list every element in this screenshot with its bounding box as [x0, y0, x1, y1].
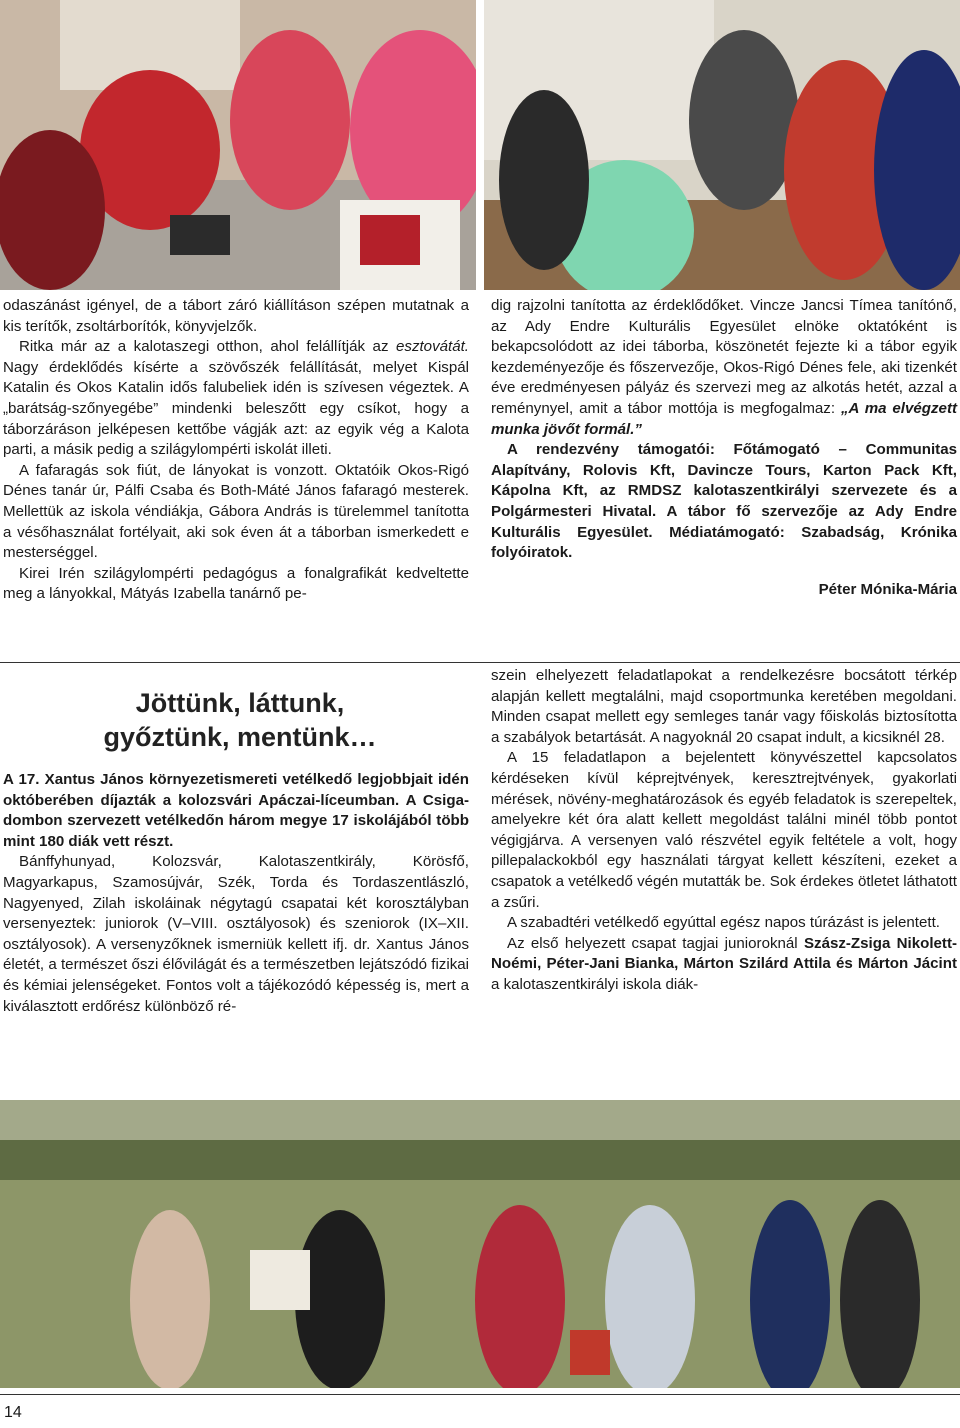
boys-woodcarving-photo: [484, 0, 960, 290]
article-right-paragraph-1: szein elhelyezett feladatlapokat a rendelkezésre bocsátott térkép alapján kellett megtalálni, majd csoportmunka keretében megoldani. Minden csapat mellett egy semleges tanár vagy főiskolás biztosította a szabályok betartását. A nagyoknál 20 csapat indult, a kicsiknél 28.: [491, 667, 957, 746]
esztovata-word: esztovátát.: [396, 338, 469, 356]
article-right-paragraph-4: Az első helyezett csapat tagjai junioroknál Szász-Zsiga Nikolett-Noémi, Péter-Jani Bianka, Márton Szilárd Attila és Márton Jácint a kalotaszentkirályi iskola diák-: [491, 934, 958, 993]
page-number: 14: [4, 1404, 22, 1421]
right-paragraph-1: dig rajzolni tanította az érdeklődőket. Vincze Jancsi Tímea tanítónő, az Ady Endre Kulturális Egyesület elnöke oktatóként is bekapcsolódott az idei táborba, köszönetét fejezte ki a tábor egyik kezdeményezője és főszervezője, Okos-Rigó Dénes fele, aki tizenkét éve eredményesen pályáz és szervezi meg az alkotás hetét, azzal a reménynyel, amit a tábor mottója is megfogalmaz: „A ma elvégzett munka jövőt formál.”: [491, 297, 958, 438]
author-signature: Péter Mónika-Mária: [818, 580, 957, 598]
left-paragraph-1: odaszánást igényel, de a tábort záró kiállításon szépen mutatnak a kis terítők, zsoltárborítók, könyvjelzők.: [3, 297, 469, 335]
article2-left-column: [3, 770, 469, 1017]
left-column-top: [3, 296, 469, 605]
article-lead: A 17. Xantus János környezetismereti vetélkedő legjobbjait idén októberében díjazták a kolozsvári Apáczai-líceumban. A Csiga-dombon szervezett vetélkedőn három megye 17 iskolájából több mint 180 diák vett részt.: [3, 771, 469, 850]
sponsors-paragraph: A rendezvény támogatói: Főtámogató – Communitas Alapítvány, Rolovis Kft, Davincze Tours, Karton Pack Kft, Kápolna Kft, az RMDSZ kalotaszentkirályi szervezete és a Polgármesteri Hivatal. A tábor fő szervezője az Ady Endre Kulturális Egyesület. Médiatámogató: Szabadság, Krónika folyóiratok.: [491, 441, 957, 562]
article-right-paragraph-2: A 15 feladatlapon a bejelentett könyvészettel kapcsolatos kérdéseken kívül képrejtvények, keresztrejtvények, gyakorlati mérések, növény-meghatározások és egyéb feladatok is szerepeltek, amelyekre két óra alatt kellett megoldást találni minél több pontot végigjárva. A versenyen való részvétel egyik feltétele a volt, hogy pillepalackokból egy használati tárgyat kellett készíteni, ezeket a csapatok a vetélkedő végén mutatták be. Sok érdekes ötletet láthatott a zsűri.: [491, 749, 957, 911]
article-title: Jöttünk, láttunk, győztünk, mentünk…: [103, 688, 377, 752]
footer-rule: [0, 1394, 960, 1395]
left-paragraph-4: Kirei Irén szilágylompérti pedagógus a fonalgrafikát kedveltette meg a lányokkal, Mátyás Izabella tanárnő pe-: [3, 564, 469, 603]
outdoor-group-photo: [0, 1100, 960, 1388]
article-right-paragraph-3: A szabadtéri vetélkedő egyúttal egész napos túrázást is jelentett.: [507, 914, 940, 932]
article2-right-column: [491, 666, 957, 996]
camp-motto: „A ma elvégzett munka jövőt formál.”: [491, 399, 958, 438]
right-column-top: [491, 296, 957, 600]
winner-names: Szász-Zsiga Nikolett-Noémi, Péter-Jani Bianka, Márton Szilárd Attila és Márton Jácint: [491, 934, 958, 973]
left-paragraph-3: A fafaragás sok fiút, de lányokat is vonzott. Oktatóik Okos-Rigó Dénes tanár úr, Pálfi Csaba és Both-Máté János fafaragó mesterek. Mellettük az iskola véndiákja, Gábora András is türelemmel tanította a vésőhasználat fortélyait, aki sok éven át a táborban ismerkedett e mesterséggel.: [3, 461, 469, 562]
left-paragraph-2: Ritka már az a kalotaszegi otthon, ahol felállítják az esztovátát. Nagy érdeklődés kísérte a szövőszék felállítását, melyet Kispál Katalin és Okos Katalin idős falubeliek idén is szívesen végeztek. A „barátság-szőnyegébe” mindenki beleszőtt egy csíkot, hogy a táborzáráson jelképesen kettőbe vágják azt: az egyik vég a Kalota parti, a másik pedig a szilágylompérti iskolát illeti.: [3, 338, 469, 459]
girls-crafting-photo: [0, 0, 476, 290]
section-divider-right: [480, 662, 960, 663]
section-divider-left: [0, 662, 480, 663]
article-paragraph-1: Bánffyhunyad, Kolozsvár, Kalotaszentkirály, Körösfő, Magyarkapus, Szamosújvár, Szék, Torda és Tordaszentlászló, Nagyenyed, Zilah iskoláinak négytagú csapatai két korosztályban versenyeztek: juniorok (V–VIII. osztályosok) és szeniorok (IX–XII. osztályosok). A versenyzőknek ismerniük kellett ifj. dr. Xantus János életét, a természet őszi élővilágát és a természetben lejátszódó fizikai és kémiai jelenségeket. Fontos volt a tájékozódó képesség is, mert a kiválasztott erdőrész különböző ré-: [3, 853, 469, 1015]
